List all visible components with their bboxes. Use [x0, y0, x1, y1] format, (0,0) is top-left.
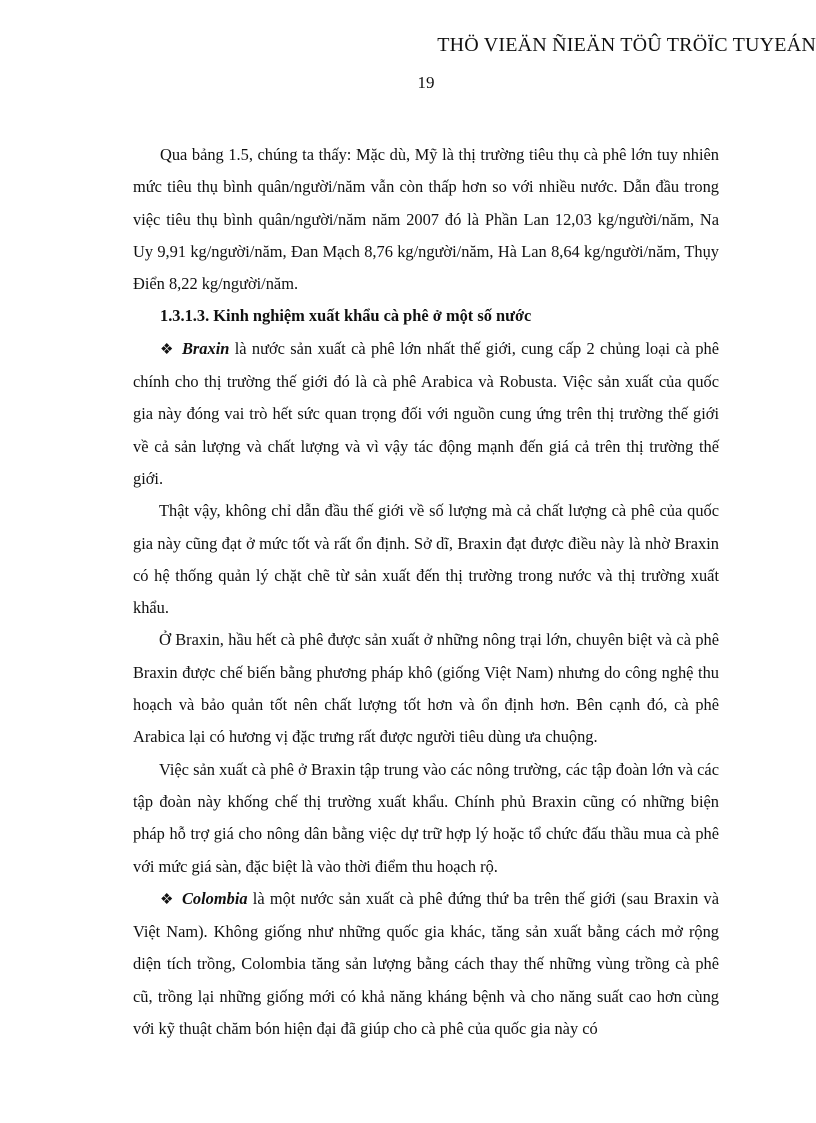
country-name-colombia: Colombia: [182, 888, 248, 908]
document-body: [133, 139, 719, 1045]
paragraph-consumption: Qua bảng 1.5, chúng ta thấy: Mặc dù, Mỹ là thị trường tiêu thụ cà phê lớn tuy nhiên mức tiêu thụ bình quân/người/năm vẫn còn thấp hơn so với nhiều nước. Dẫn đầu trong việc tiêu thụ bình quân/người/năm năm 2007 đó là Phần Lan 12,03 kg/người/năm, Na Uy 9,91 kg/người/năm, Đan Mạch 8,76 kg/người/năm, Hà Lan 8,64 kg/người/năm, Thụy Điển 8,22 kg/người/năm.: [133, 145, 719, 294]
page-number: 19: [417, 73, 435, 92]
braxin-text: là nước sản xuất cà phê lớn nhất thế giới, cung cấp 2 chủng loại cà phê chính cho thị trường thế giới đó là cà phê Arabica và Robusta. Việc sản xuất của quốc gia này đóng vai trò hết sức quan trọng đối với nguồn cung ứng trên thị trường thế giới về cả sản lượng và chất lượng và vì vậy tác động mạnh đến giá cả trên thị trường thế giới.: [133, 338, 719, 488]
country-name-braxin: Braxin: [182, 338, 230, 358]
paragraph-quality: Thật vậy, không chỉ dẫn đầu thế giới về số lượng mà cả chất lượng cà phê của quốc gia này cũng đạt ở mức tốt và rất ổn định. Sở dĩ, Braxin đạt được điều này là nhờ Braxin có hệ thống quản lý chặt chẽ từ sản xuất đến thị trường trong nước và thị trường xuất khẩu.: [133, 501, 719, 618]
paragraph-colombia: [133, 883, 719, 1045]
paragraph-braxin: [133, 333, 719, 495]
colombia-text: là một nước sản xuất cà phê đứng thứ ba trên thế giới (sau Braxin và Việt Nam). Không giống như những quốc gia khác, tăng sản xuất bằng cách mở rộng diện tích trồng, Colombia tăng sản lượng bằng cách thay thế những vùng trồng cà phê cũ, trồng lại những giống mới có khả năng kháng bệnh và cho năng suất cao hơn cùng với kỹ thuật chăm bón hiện đại đã giúp cho cà phê của quốc gia này có: [133, 888, 719, 1039]
section-heading: 1.3.1.3. Kinh nghiệm xuất khẩu cà phê ở một số nước: [160, 306, 532, 326]
diamond-bullet-icon: ❖: [160, 891, 174, 908]
diamond-bullet-icon: ❖: [160, 341, 174, 358]
running-header: THÖ VIEÄN ÑIEÄN TÖÛ TRÖÏC TUYEÁN: [437, 34, 816, 56]
paragraph-farms: Ở Braxin, hầu hết cà phê được sản xuất ở những nông trại lớn, chuyên biệt và cà phê Braxin được chế biến bằng phương pháp khô (giống Việt Nam) nhưng do công nghệ thu hoạch và bảo quản tốt nên chất lượng tốt hơn và ổn định hơn. Bên cạnh đó, cà phê Arabica lại có hương vị đặc trưng rất được người tiêu dùng ưa chuộng.: [133, 630, 719, 747]
paragraph-production: Việc sản xuất cà phê ở Braxin tập trung vào các nông trường, các tập đoàn lớn và các tập đoàn này khống chế thị trường xuất khẩu. Chính phủ Braxin cũng có những biện pháp hỗ trợ giá cho nông dân bằng việc dự trữ hợp lý hoặc tổ chức đấu thầu mua cà phê với mức giá sàn, đặc biệt là vào thời điểm thu hoạch rộ.: [133, 759, 719, 876]
